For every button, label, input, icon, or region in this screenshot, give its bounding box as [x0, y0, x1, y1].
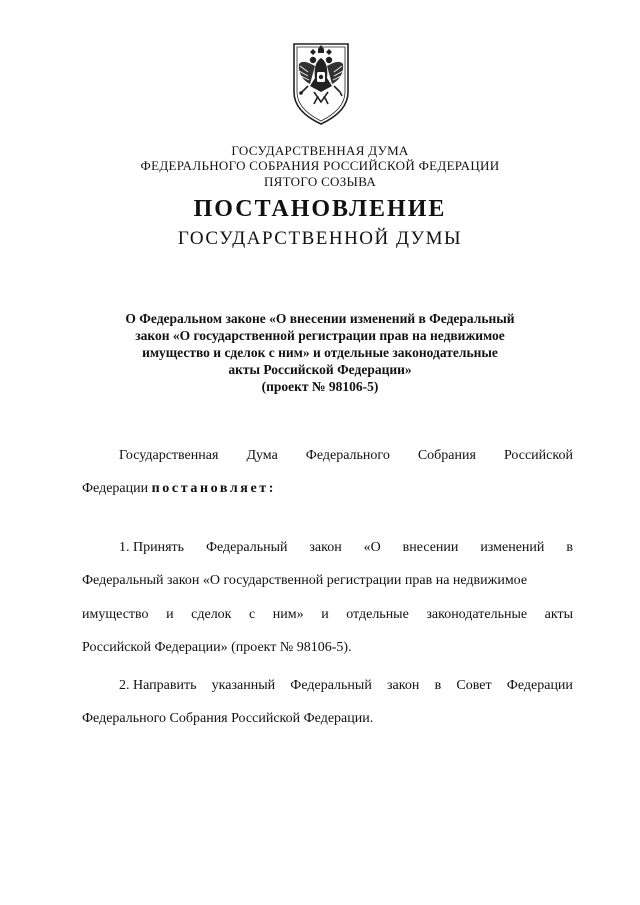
- item-1-word: сделок: [191, 607, 232, 622]
- item-1-word: и: [321, 607, 329, 622]
- item-1-word: 1. Принять: [119, 540, 185, 555]
- item-1-word: акты: [544, 607, 573, 622]
- item-1-word: ним»: [272, 607, 304, 622]
- preamble-word: Дума: [246, 448, 278, 463]
- item-1-line: [119, 539, 573, 557]
- preamble-word: Российской: [503, 448, 573, 463]
- item-1-word: изменений: [480, 540, 545, 555]
- item-1-word: законодательные: [426, 607, 528, 622]
- document-type-title: ПОСТАНОВЛЕНИЕ: [193, 196, 447, 222]
- preamble-word: Федерального: [305, 448, 390, 463]
- heading-project-number: (проект № 98106-5): [261, 379, 379, 394]
- preamble-line: [119, 447, 573, 465]
- item-2-word: в: [434, 678, 442, 693]
- item-1-word: с: [249, 607, 256, 622]
- preamble-word: Собрания: [417, 448, 476, 463]
- item-2-word: указанный: [211, 678, 276, 693]
- item-2-word: Федеральный: [290, 678, 372, 693]
- item-1-word: и: [166, 607, 174, 622]
- item-1-word: Федеральный: [205, 540, 288, 555]
- item-1-line: Федеральный закон «О государственной регистрации прав на недвижимое: [82, 573, 528, 588]
- org-line-convocation: ПЯТОГО СОЗЫВА: [263, 174, 377, 189]
- document-subtitle: ГОСУДАРСТВЕННОЙ ДУМЫ: [177, 228, 463, 249]
- item-1-word: закон: [309, 540, 342, 555]
- item-1-line: [82, 606, 573, 624]
- item-1-word: отдельные: [346, 607, 409, 622]
- org-line-federal-assembly: ФЕДЕРАЛЬНОГО СОБРАНИЯ РОССИЙСКОЙ ФЕДЕРАЦИИ: [140, 158, 500, 173]
- heading-line: О Федеральном законе «О внесении изменений в Федеральный: [125, 311, 515, 326]
- preamble-word: Федерации: [82, 481, 149, 496]
- resolves-keyword: постановляет:: [151, 481, 277, 496]
- org-line-duma: ГОСУДАРСТВЕННАЯ ДУМА: [231, 143, 409, 158]
- coat-of-arms-icon: [288, 40, 354, 128]
- item-2-line: [119, 677, 573, 695]
- item-1-word: имущество: [82, 607, 149, 622]
- item-1-word: «О: [363, 540, 381, 555]
- heading-line: закон «О государственной регистрации прав на недвижимое: [135, 328, 505, 343]
- item-2-word: закон: [387, 678, 420, 693]
- item-2-word: 2. Направить: [119, 678, 197, 693]
- item-1-line: Российской Федерации» (проект № 98106-5).: [82, 640, 352, 655]
- item-1-word: внесении: [402, 540, 459, 555]
- item-2-line: Федерального Собрания Российской Федерации.: [82, 711, 374, 726]
- item-1-word: в: [566, 540, 573, 555]
- item-2-word: Федерации: [506, 678, 573, 693]
- preamble-line: [82, 480, 276, 498]
- heading-line: акты Российской Федерации»: [228, 362, 412, 377]
- item-2-word: Совет: [456, 678, 492, 693]
- preamble-word: Государственная: [119, 448, 219, 463]
- heading-line: имущество и сделок с ним» и отдельные законодательные: [142, 345, 498, 360]
